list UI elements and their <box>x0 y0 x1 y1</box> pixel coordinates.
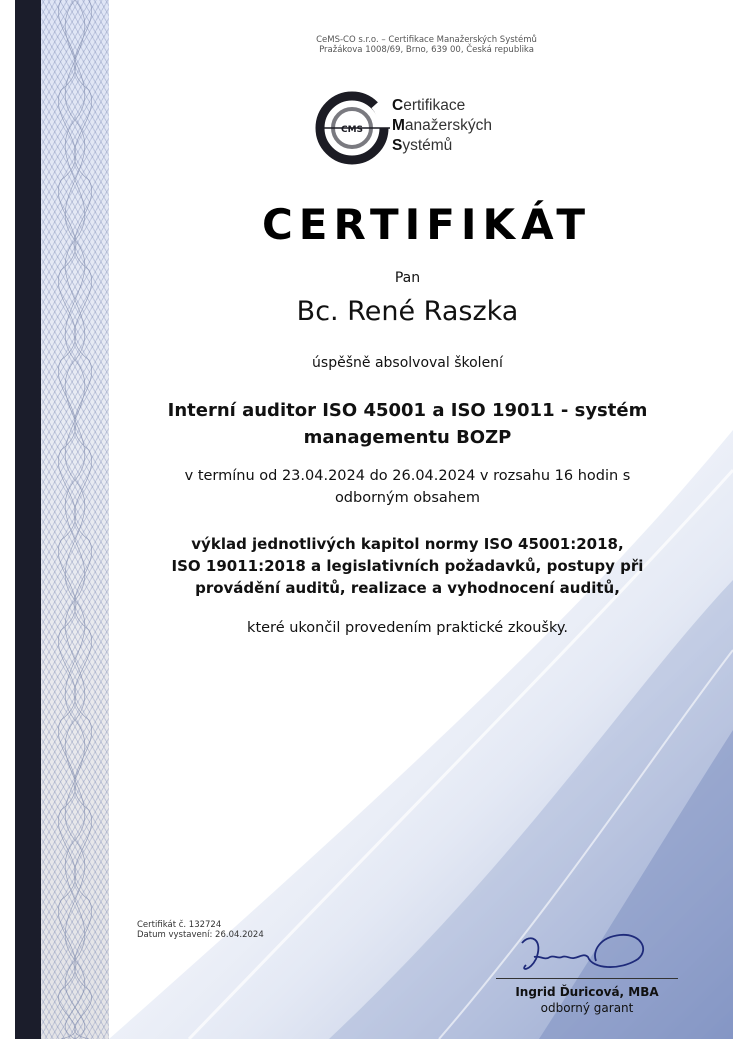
issuer-company: CeMS-CO s.r.o. – Certifikace Manažerských Systémů <box>316 35 537 45</box>
signature-line <box>496 978 678 979</box>
issuer-address: Pražákova 1008/69, Brno, 639 00, Česká republika <box>319 45 534 55</box>
completed-text: úspěšně absolvoval školení <box>312 355 503 371</box>
logo-wordmark: Certifikace Manažerských Systémů <box>392 97 492 154</box>
certificate-number: Certifikát č. 132724 <box>137 920 222 930</box>
issue-date: Datum vystavení: 26.04.2024 <box>137 930 264 940</box>
signature-icon <box>500 925 670 980</box>
salutation: Pan <box>394 270 421 286</box>
border-stripe <box>15 0 41 1039</box>
course-content: výklad jednotlivých kapitol normy ISO 45001:2018, ISO 19011:2018 a legislativních požadavků, postupy při provádění auditů, realizace a vyhodnocení auditů, <box>171 535 644 597</box>
course-title: Interní auditor ISO 45001 a ISO 19011 - systém managementu BOZP <box>167 400 648 448</box>
certificate-meta <box>137 920 264 940</box>
svg-text:CMS: CMS <box>340 125 364 135</box>
guilloche-border <box>41 0 109 1039</box>
finished-text: které ukončil provedením praktické zkoušky. <box>247 620 568 636</box>
issuer-header <box>120 35 733 55</box>
recipient-name: Bc. René Raszka <box>296 296 519 327</box>
signatory-role: odborný garant <box>540 1001 634 1015</box>
certificate-title: CERTIFIKÁT <box>261 200 591 249</box>
course-term: v termínu od 23.04.2024 do 26.04.2024 v rozsahu 16 hodin s odborným obsahem <box>184 468 631 506</box>
signatory-name: Ingrid Ďuricová, MBA <box>515 985 659 999</box>
